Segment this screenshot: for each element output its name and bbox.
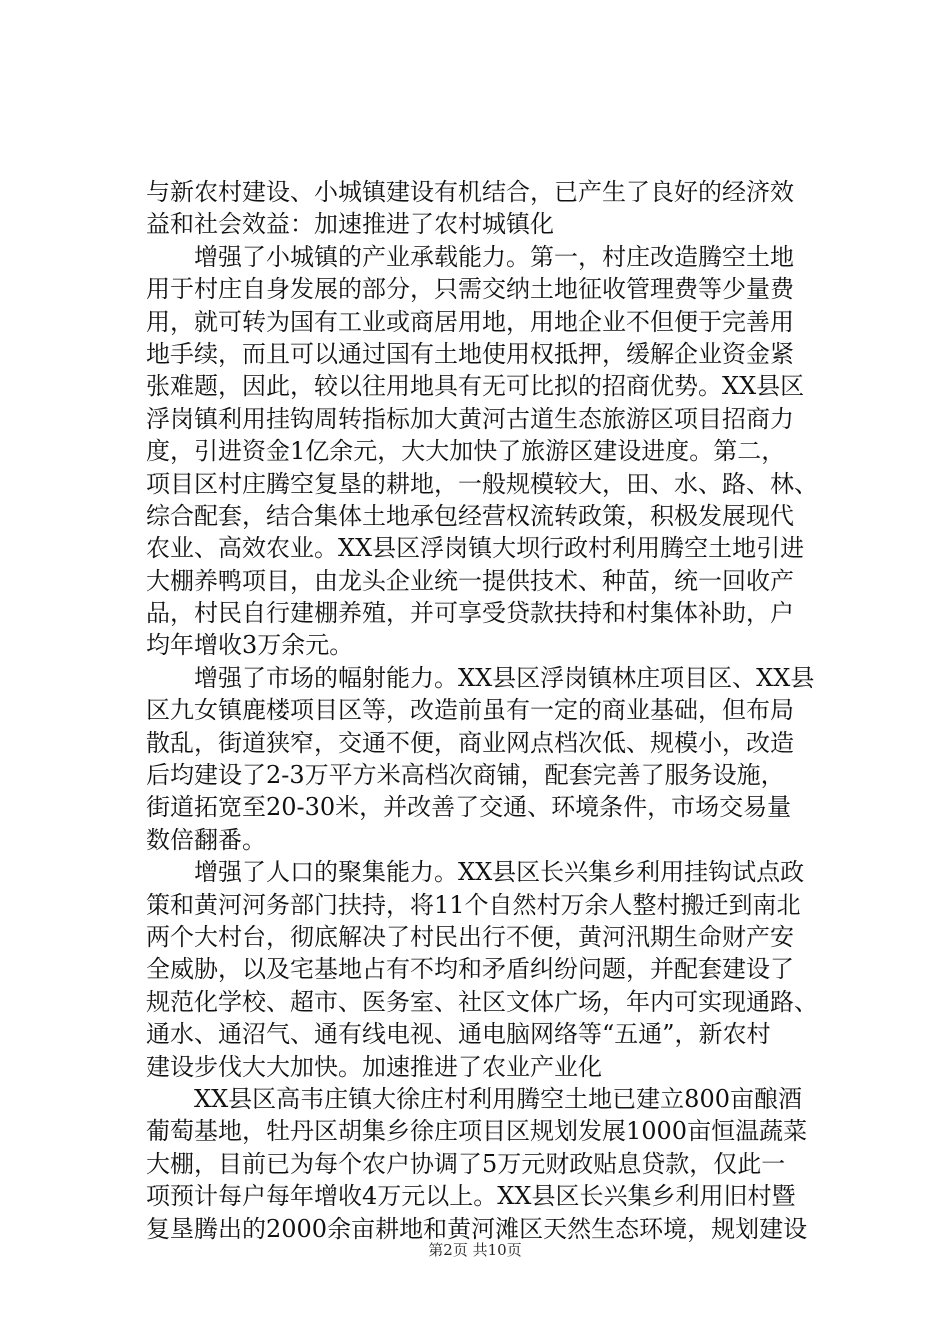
text-line: 街道拓宽至20-30米，并改善了交通、环境条件，市场交易量 xyxy=(146,793,792,822)
body-text xyxy=(146,176,836,1245)
text-line: 两个大村台，彻底解决了村民出行不便，黄河汛期生命财产安 xyxy=(146,922,794,951)
text-line: 建设步伐大大加快。加速推进了农业产业化 xyxy=(146,1052,602,1081)
text-line: 大棚养鸭项目，由龙头企业统一提供技术、种苗，统一回收产 xyxy=(146,566,794,595)
text-line: 策和黄河河务部门扶持，将11个自然村万余人整村搬迁到南北 xyxy=(146,890,801,919)
text-line: 全威胁，以及宅基地占有不均和矛盾纠纷问题，并配套建设了 xyxy=(146,955,794,984)
text-line: 增强了市场的幅射能力。XX县区浮岗镇林庄项目区、XX县 xyxy=(146,663,815,692)
text-line: 区九女镇鹿楼项目区等，改造前虽有一定的商业基础，但布局 xyxy=(146,696,794,725)
text-line: 通水、通沼气、通有线电视、通电脑网络等“五通”，新农村 xyxy=(146,1020,771,1049)
text-line: 散乱，街道狭窄，交通不便，商业网点档次低、规模小，改造 xyxy=(146,728,794,757)
text-line: 品，村民自行建棚养殖，并可享受贷款扶持和村集体补助，户 xyxy=(146,599,794,628)
text-line: 项预计每户每年增收4万元以上。XX县区长兴集乡利用旧村暨 xyxy=(146,1182,796,1211)
text-line: 复垦腾出的2000余亩耕地和黄河滩区天然生态环境，规划建设 xyxy=(146,1214,808,1243)
text-line: 农业、高效农业。XX县区浮岗镇大坝行政村利用腾空土地引进 xyxy=(146,534,805,563)
text-line: 张难题，因此，较以往用地具有无可比拟的招商优势。XX县区 xyxy=(146,372,805,401)
text-line: 项目区村庄腾空复垦的耕地，一般规模较大，田、水、路、林、 xyxy=(146,469,818,498)
text-line: 用，就可转为国有工业或商居用地，用地企业不但便于完善用 xyxy=(146,307,794,336)
text-line: 地手续，而且可以通过国有土地使用权抵押，缓解企业资金紧 xyxy=(146,339,794,368)
text-line: XX县区高韦庄镇大徐庄村利用腾空土地已建立800亩酿酒 xyxy=(146,1084,802,1113)
text-line: 与新农村建设、小城镇建设有机结合，已产生了良好的经济效 xyxy=(146,178,794,206)
text-line: 规范化学校、超市、医务室、社区文体广场，年内可实现通路、 xyxy=(146,987,818,1016)
text-line: 后均建设了2-3万平方米高档次商铺，配套完善了服务设施， xyxy=(146,761,785,790)
text-line: 葡萄基地，牡丹区胡集乡徐庄项目区规划发展1000亩恒温蔬菜 xyxy=(146,1117,808,1146)
text-line: 浮岗镇利用挂钩周转指标加大黄河古道生态旅游区项目招商力 xyxy=(146,404,794,433)
text-line: 度，引进资金1亿余元，大大加快了旅游区建设进度。第二， xyxy=(146,437,786,466)
text-line: 均年增收3万余元。 xyxy=(146,631,354,660)
text-line: 增强了小城镇的产业承载能力。第一，村庄改造腾空土地 xyxy=(146,242,794,271)
text-line: 用于村庄自身发展的部分，只需交纳土地征收管理费等少量费 xyxy=(146,275,794,304)
text-line: 增强了人口的聚集能力。XX县区长兴集乡利用挂钩试点政 xyxy=(146,858,805,887)
page-number-footer: 第2页 共10页 xyxy=(428,1241,522,1259)
text-line: 益和社会效益：加速推进了农村城镇化 xyxy=(146,210,554,239)
text-line: 大棚，目前已为每个农户协调了5万元财政贴息贷款，仅此一 xyxy=(146,1149,786,1178)
text-line: 综合配套，结合集体土地承包经营权流转政策，积极发展现代 xyxy=(146,501,794,530)
text-line: 数倍翻番。 xyxy=(146,825,266,854)
